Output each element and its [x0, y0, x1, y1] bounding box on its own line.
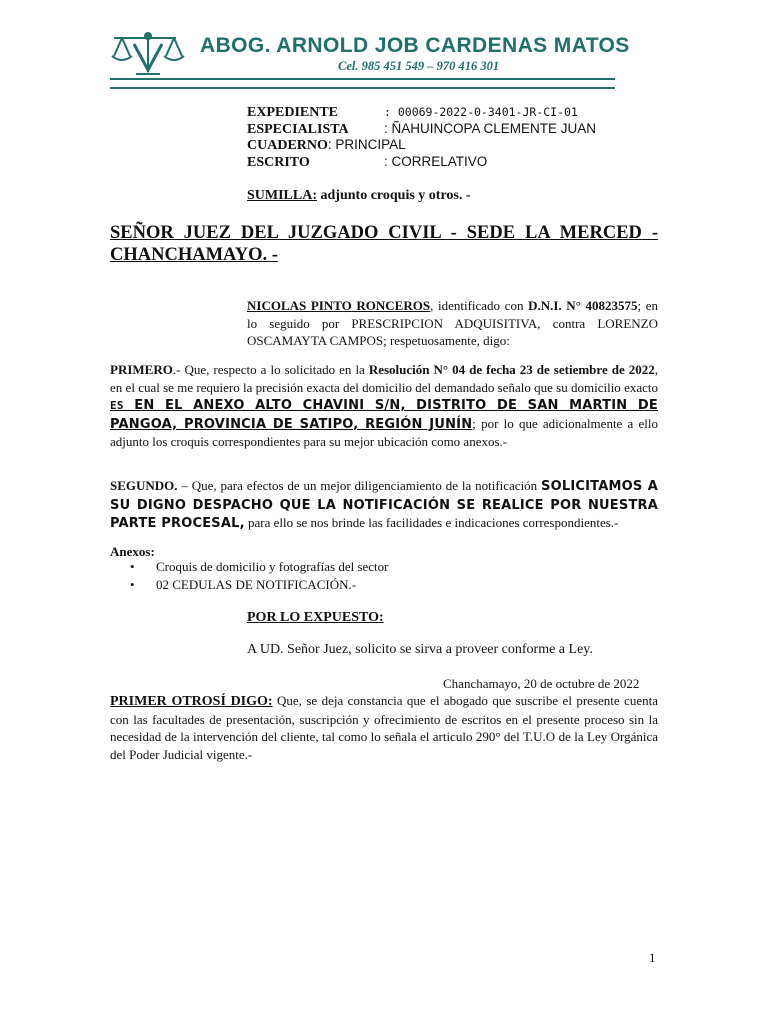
anexo-item-1: Croquis de domicilio y fotografías del sector	[156, 559, 389, 574]
otrosi-label: PRIMER OTROSÍ DIGO:	[110, 694, 273, 709]
expediente-value: : 00069-2022-0-3401-JR-CI-01	[384, 105, 578, 119]
lawyer-name: ABOG. ARNOLD JOB CARDENAS MATOS	[200, 34, 630, 57]
especialista-row	[247, 121, 596, 138]
escrito-value: : CORRELATIVO	[384, 153, 488, 169]
cuaderno-label: CUADERNO	[247, 138, 328, 153]
judge-heading: SEÑOR JUEZ DEL JUZGADO CIVIL - SEDE LA MERCED - CHANCHAMAYO. -	[110, 223, 658, 265]
segundo-text-1: – Que, para efectos de un mejor diligenciamiento de la notificación	[177, 478, 542, 493]
intro-text-1: , identificado con	[430, 298, 529, 313]
segundo-text-2: para ello se nos brinde las facilidades e indicaciones correspondientes.-	[244, 515, 619, 530]
anexo-item-2: 02 CEDULAS DE NOTIFICACIÓN.-	[156, 577, 357, 592]
otrosi-text: Que, se deja constancia que el abogado que suscribe el presente cuenta con las facultades de presentación, suscripción y ofrecimiento de escritos en el presente proceso sin la necesidad de la intervención del cliente, tal como lo señala el articulo 290° del T.U.O de la Ley Orgánica del Poder Judicial vigente.-	[110, 693, 659, 762]
bullet-icon: •	[130, 559, 135, 574]
cuaderno-value: : PRINCIPAL	[327, 137, 406, 152]
page-number: 1	[649, 950, 656, 965]
primero-text-2: , en el cual se me requiero la precisión exacta del domicilio del demandado señalo que su domicilio exacto	[110, 362, 658, 395]
list-item	[130, 558, 389, 576]
especialista-label: ESPECIALISTA	[247, 121, 349, 137]
cuaderno-row	[247, 137, 596, 154]
dni: D.N.I. N° 40823575	[528, 298, 638, 313]
lawyer-phone: Cel. 985 451 549 – 970 416 301	[338, 59, 500, 73]
header-divider	[110, 78, 615, 89]
especialista-value: : ÑAHUINCOPA CLEMENTE JUAN	[384, 120, 597, 136]
expediente-row	[247, 104, 596, 121]
otrosi-paragraph	[110, 692, 658, 763]
intro-text-2: ; en lo seguido por PRESCRIPCION ADQUISITIVA, contra LORENZO OSCAMAYTA CAMPOS; respetuosamente, digo:	[247, 298, 658, 348]
date-line: Chanchamayo, 20 de octubre de 2022	[443, 676, 640, 691]
expediente-label: EXPEDIENTE	[247, 105, 339, 120]
plaintiff-name: NICOLAS PINTO RONCEROS	[247, 298, 431, 313]
primero-text-3: ; por lo que adicionalmente a ello adjunto los croquis correspondientes para su mejor ubicación como anexos.-	[110, 415, 658, 449]
resolucion-ref: Resolución N° 04 de fecha 23 de setiembre de 2022	[368, 362, 655, 377]
es-word: ES	[110, 399, 124, 412]
justice-scales-logo	[110, 30, 186, 78]
solicito-text: A UD. Señor Juez, solicito se sirva a proveer conforme a Ley.	[247, 642, 593, 657]
segundo-request: SOLICITAMOS A SU DIGNO DESPACHO QUE LA NOTIFICACIÓN SE REALICE POR NUESTRA PARTE PROCESAL,	[110, 479, 659, 531]
bullet-icon: •	[130, 577, 135, 592]
anexos-label: Anexos:	[110, 544, 155, 559]
anexos-list	[130, 558, 389, 594]
primero-text-1: .- Que, respecto a lo solicitado en la	[172, 362, 369, 377]
sumilla-label: SUMILLA:	[247, 188, 318, 203]
primero-paragraph	[110, 361, 658, 451]
case-metadata	[247, 104, 596, 170]
escrito-row	[247, 154, 596, 171]
intro-paragraph	[247, 297, 658, 350]
sumilla-text: adjunto croquis y otros. -	[317, 188, 471, 203]
escrito-label: ESCRITO	[247, 154, 310, 170]
primero-label: PRIMERO	[110, 362, 173, 377]
list-item	[130, 576, 389, 594]
segundo-label: SEGUNDO.	[110, 478, 178, 493]
segundo-paragraph	[110, 477, 658, 533]
sumilla	[247, 188, 471, 204]
por-lo-expuesto: POR LO EXPUESTO:	[247, 610, 384, 625]
address: EN EL ANEXO ALTO CHAVINI S/N, DISTRITO DE SAN MARTIN DE PANGOA, PROVINCIA DE SATIPO, REGIÓN JUNÍN	[110, 398, 658, 432]
